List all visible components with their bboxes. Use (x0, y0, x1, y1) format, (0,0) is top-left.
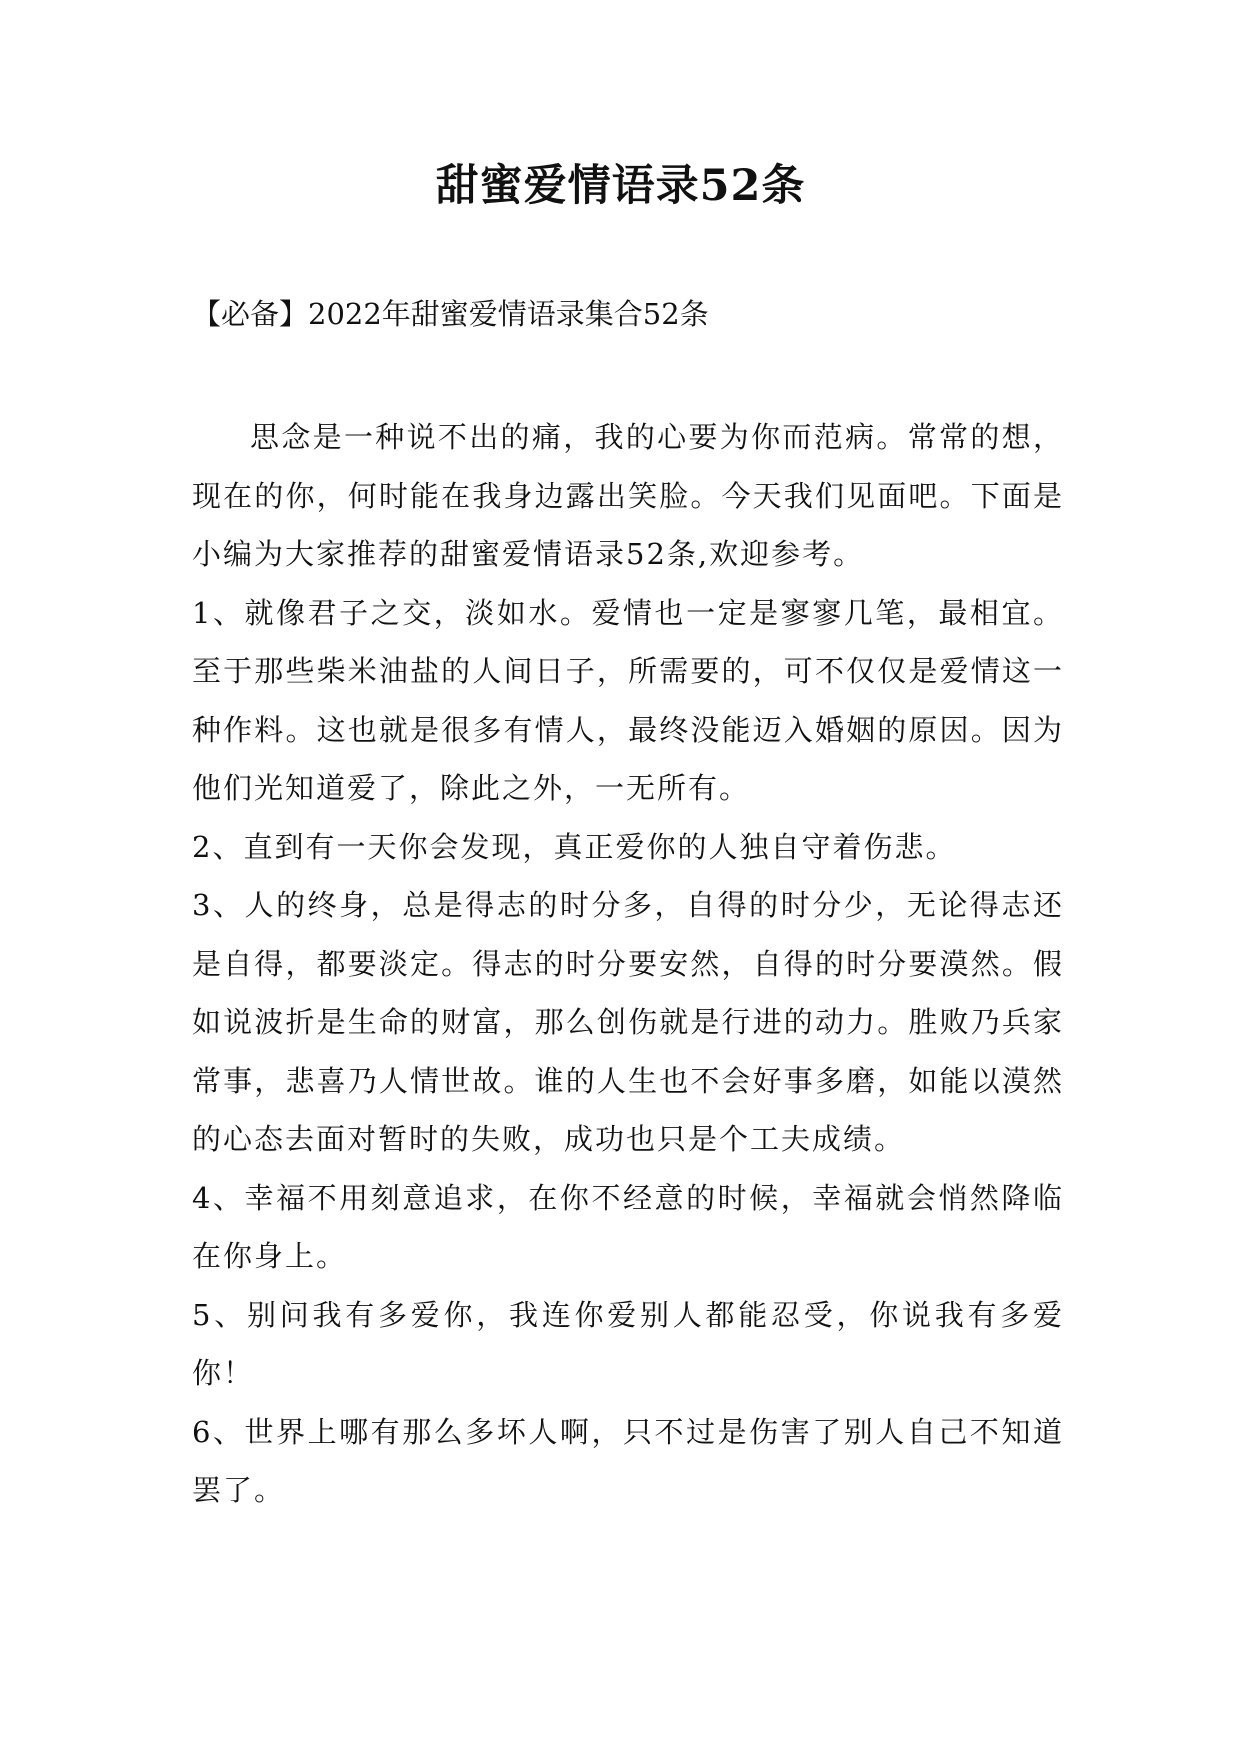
list-item: 5、别问我有多爱你，我连你爱别人都能忍受，你说我有多爱你！ (192, 1297, 1064, 1390)
document-body (192, 408, 1064, 1520)
list-item: 2、直到有一天你会发现，真正爱你的人独自守着伤悲。 (192, 829, 957, 864)
document-title: 甜蜜爱情语录52条 (435, 161, 806, 211)
list-item: 3、人的终身，总是得志的时分多，自得的时分少，无论得志还是自得，都要淡定。得志的时分要安然，自得的时分要漠然。假如说波折是生命的财富，那么创伤就是行进的动力。胜败乃兵家常事，悲喜乃人情世故。谁的人生也不会好事多磨，如能以漠然的心态去面对暂时的失败，成功也只是个工夫成绩。 (192, 888, 1064, 1156)
intro-paragraph: 思念是一种说不出的痛，我的心要为你而范病。常常的想，现在的你，何时能在我身边露出笑脸。今天我们见面吧。下面是小编为大家推荐的甜蜜爱情语录52条,欢迎参考。 (192, 420, 1064, 571)
list-item: 6、世界上哪有那么多坏人啊，只不过是伤害了别人自己不知道罢了。 (192, 1414, 1064, 1507)
document-subtitle: 【必备】2022年甜蜜爱情语录集合52条 (192, 297, 709, 331)
list-item: 4、幸福不用刻意追求，在你不经意的时候，幸福就会悄然降临在你身上。 (192, 1180, 1064, 1273)
list-item: 1、就像君子之交，淡如水。爱情也一定是寥寥几笔，最相宜。至于那些柴米油盐的人间日子，所需要的，可不仅仅是爱情这一种作料。这也就是很多有情人，最终没能迈入婚姻的原因。因为他们光知道爱了，除此之外，一无所有。 (192, 595, 1064, 805)
